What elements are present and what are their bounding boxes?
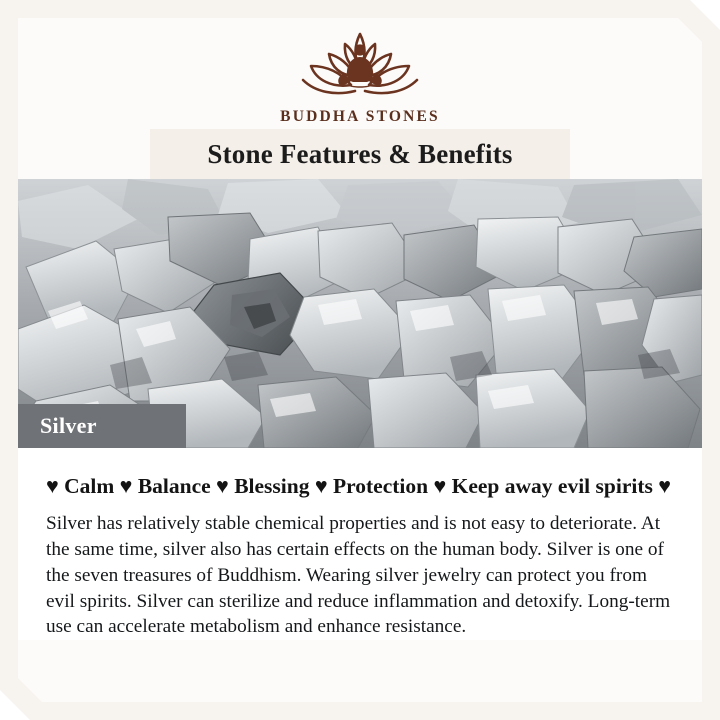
page-title: Stone Features & Benefits [207, 138, 513, 169]
stone-name: Silver [40, 413, 97, 438]
brand-name: BUDDHA STONES [280, 108, 440, 125]
section-title-band [150, 129, 570, 179]
lotus-meditation-figure-icon [285, 26, 435, 104]
stone-info-block [18, 448, 702, 640]
stone-name-bar [18, 404, 186, 448]
stone-keywords: ♥ Calm ♥ Balance ♥ Blessing ♥ Protection ♥ Keep away evil spirits ♥ [46, 474, 672, 498]
stone-description: Silver has relatively stable chemical properties and is not easy to deteriorate. At the same time, silver also has certain effects on the human body. Silver is one of the seven treasures of Buddhism. Wearing silver jewelry can protect you from evil spirits. Silver can sterilize and reduce inflammation and detoxify. Long-term use can accelerate metabolism and enhance resistance. [46, 513, 671, 638]
brand-logo [0, 26, 720, 126]
